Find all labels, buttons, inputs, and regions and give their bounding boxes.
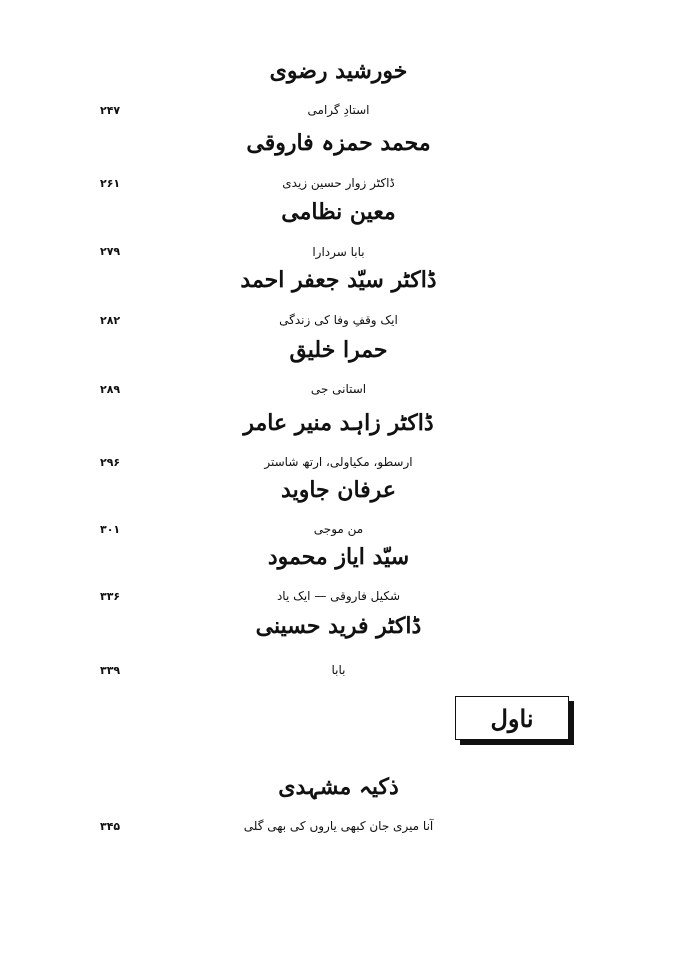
- entry-author: ڈاکٹر فرید حسینی: [255, 613, 422, 639]
- entry-title: شکیل فاروقی — ایک یاد: [276, 589, 401, 603]
- entry-page-number: ۳۳۶: [100, 590, 121, 603]
- entry-page-number: ۲۸۹: [100, 383, 121, 396]
- entry-page-number: ۲۷۹: [100, 245, 121, 258]
- entry-title: ڈاکٹر زوار حسین زیدی: [282, 176, 395, 190]
- entry-author: حمرا خلیق: [289, 337, 388, 363]
- entry-page-number: ۲۴۷: [100, 104, 121, 117]
- entry-author: ڈاکٹر سیّد جعفر احمد: [240, 267, 437, 293]
- entry-author: عرفان جاوید: [281, 477, 396, 503]
- entry-author: معین نظامی: [281, 199, 396, 225]
- entry-title: بابا: [331, 663, 346, 677]
- novel-title: آنا میری جان کبھی یاروں کی بھی گلی: [243, 819, 434, 833]
- novel-page-number: ۳۴۵: [100, 820, 121, 833]
- entry-title: ایک وقفِ وفا کی زندگی: [279, 313, 398, 327]
- entry-page-number: ۲۸۲: [100, 314, 121, 327]
- section-heading: ناول: [490, 703, 534, 733]
- entry-title: استادِ گرامی: [307, 103, 370, 117]
- entry-title: استانی جی: [310, 382, 367, 396]
- novel-author: ذکیہ مشہدی: [278, 774, 399, 800]
- entry-author: خورشید رضوی: [269, 58, 408, 84]
- entry-page-number: ۳۳۹: [100, 664, 121, 677]
- entry-page-number: ۲۶۱: [100, 177, 121, 190]
- entry-author: محمد حمزہ فاروقی: [246, 130, 431, 156]
- entry-title: من موجی: [313, 522, 364, 536]
- entry-page-number: ۲۹۶: [100, 456, 121, 469]
- entry-title: بابا سردارا: [312, 245, 365, 259]
- entry-author: ڈاکٹر زاہد منیر عامر: [243, 410, 434, 436]
- entry-author: سیّد ایاز محمود: [267, 544, 410, 570]
- section-heading-box: [455, 696, 569, 740]
- entry-page-number: ۳۰۱: [100, 523, 121, 536]
- entry-title: ارسطو، مکیاولی، ارتھ شاستر: [264, 455, 413, 469]
